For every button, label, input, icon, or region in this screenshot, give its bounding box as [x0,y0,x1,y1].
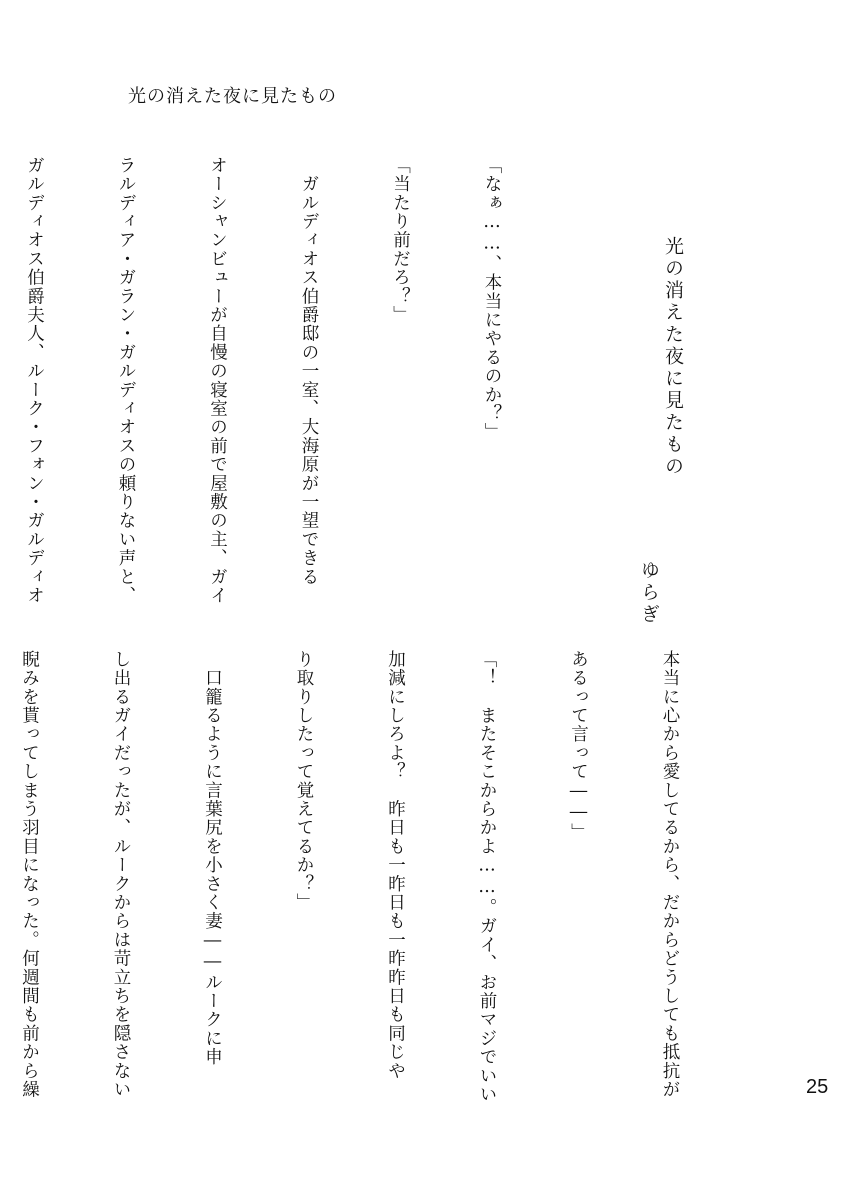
text-line: り取りしたって覚えてるか？」 [294,650,314,912]
text-line: あるって言って――」 [568,650,589,842]
text-line: ガルディオス伯爵夫人、ルーク・フォン・ガルディオ [24,156,45,605]
text-line: ラルディア・ガラン・ガルディオスの頼りない声と、 [116,156,136,605]
text-line: 「！ またそこからかよ……。ガイ、お前マジでいい [477,650,497,1104]
body-text-upper [24,156,568,616]
page-number: 25 [806,1076,829,1098]
text-line: ガルディオス伯爵邸の一室、大海原が一望できる [299,156,319,587]
text-line: 本当に心から愛してるから、だからどうしても抵抗が [660,650,680,1099]
text-line: し出るガイだったが、ルークからは苛立ちを隠さない [111,650,131,1099]
body-text-lower [19,650,746,1110]
text-line: 睨みを貰ってしまう羽目になった。何週間も前から繰 [19,650,40,1099]
story-title: 光の消えた夜に見たもの [662,236,684,478]
author-name: ゆらぎ [638,560,660,626]
text-line: 口籠るように言葉尻を小さく妻――ルークに申 [202,650,223,1067]
text-line: 「なぁ……、本当にやるのか？」 [482,156,502,442]
text-line: オーシャンビューが自慢の寝室の前で屋敷の主、ガイ [207,156,228,605]
running-header: 光の消えた夜に見たもの [128,86,337,107]
text-line: 加減にしろよ？ 昨日も一昨日も一昨昨日も同じや [385,650,406,1081]
text-line: 「当たり前だろ？」 [390,156,411,325]
